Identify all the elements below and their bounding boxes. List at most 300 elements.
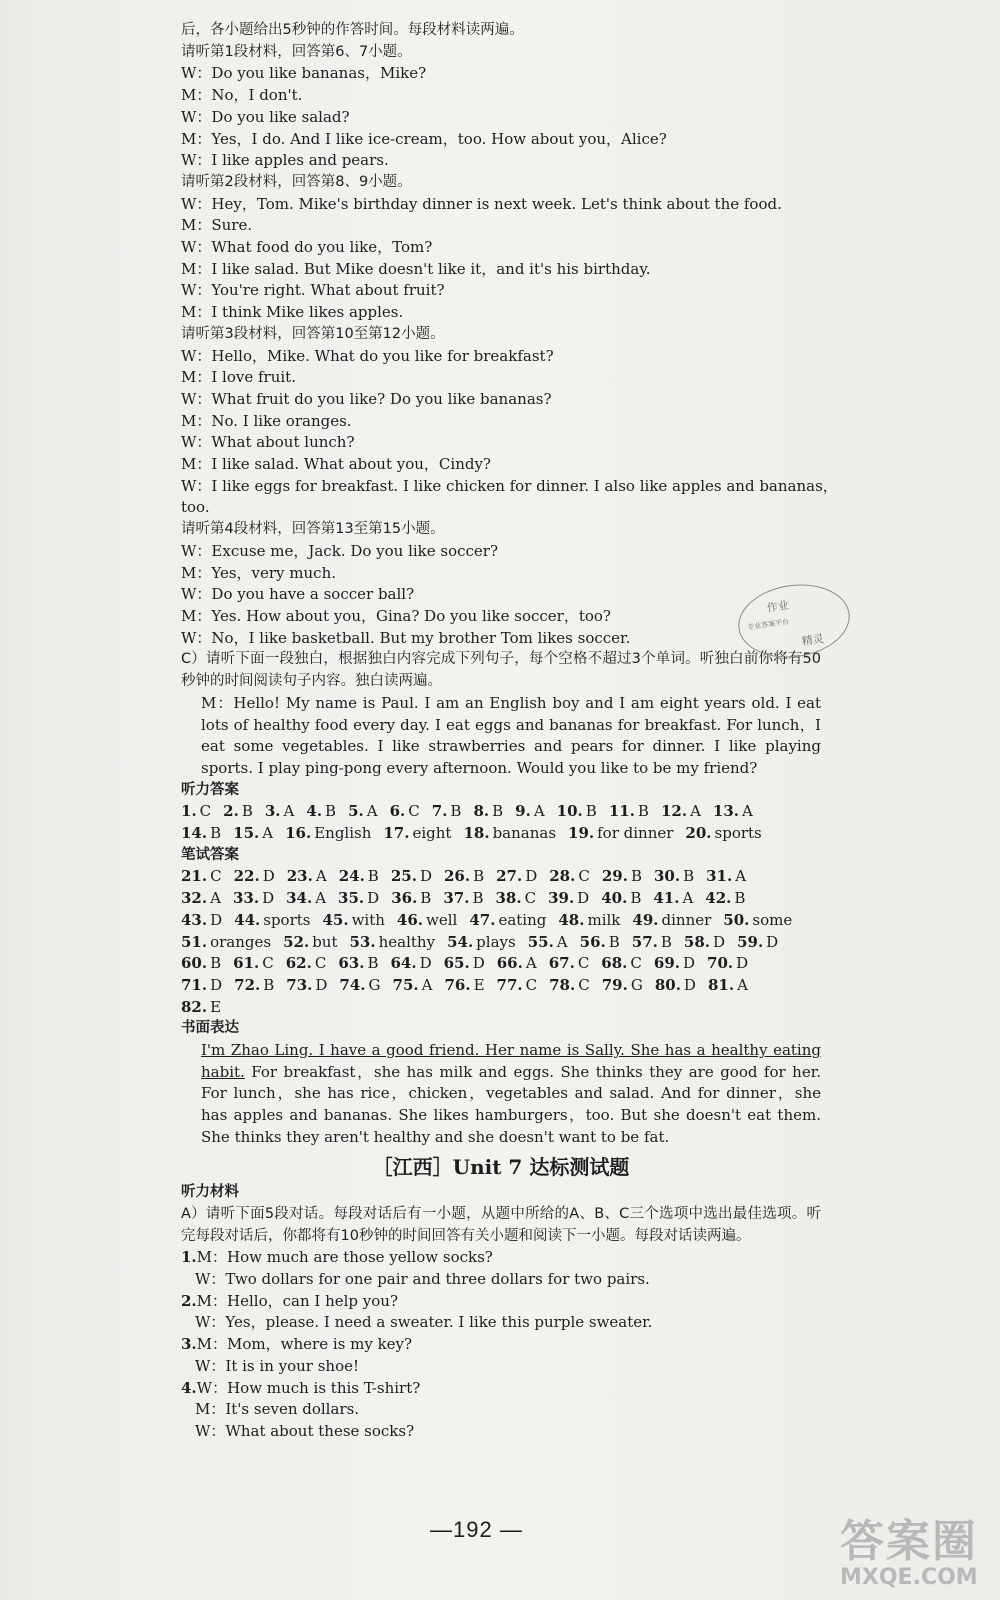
- answer-number: 6: [389, 802, 401, 821]
- answer-item: 14. B: [181, 823, 221, 845]
- answer-value: D: [210, 910, 223, 929]
- answer-value: with: [351, 910, 385, 929]
- answer-number: 14: [181, 824, 202, 843]
- dialogue-line: W：I like apples and pears.: [181, 151, 389, 170]
- answer-item: 59. D: [737, 932, 778, 954]
- answer-item: 36. B: [391, 888, 431, 910]
- answer-value: B: [608, 932, 620, 951]
- answer-item: 57. B: [632, 932, 672, 954]
- answer-value: B: [683, 867, 695, 886]
- answer-item: 43. D: [181, 910, 222, 932]
- answer-value: A: [315, 867, 327, 886]
- stamp-text-3: 精灵: [801, 632, 825, 649]
- answer-value: D: [683, 954, 696, 973]
- dialogue-number: 4.: [181, 1378, 197, 1397]
- answer-item: 56. B: [580, 932, 620, 954]
- answer-value: A: [742, 802, 753, 821]
- answer-number: 37: [443, 889, 465, 908]
- dialogue-first-line: [181, 1291, 821, 1313]
- section-c-instructions: C）请听下面一段独白，根据独白内容完成下列句子，每个空格不超过3个单词。听独白前你将有50秒钟的时间阅读句子内容。独白读两遍。: [181, 651, 821, 690]
- dialogue-number: 1.: [181, 1248, 197, 1267]
- answer-number: 76: [444, 975, 466, 994]
- answer-item: 8. B: [473, 801, 503, 823]
- answer-item: 26. B: [444, 866, 484, 888]
- answer-row: [181, 866, 821, 888]
- answer-number: 61: [233, 954, 255, 973]
- answer-item: 50. some: [723, 910, 792, 932]
- answer-value: healthy: [378, 932, 436, 951]
- dialogue-line: W：It is in your shoe!: [195, 1356, 360, 1375]
- answer-number: 23: [286, 867, 308, 886]
- answer-item: 34. A: [286, 888, 326, 910]
- answer-number: 73: [286, 975, 308, 994]
- answer-number: 16: [285, 824, 306, 843]
- answer-number: 47: [469, 910, 491, 929]
- answer-item: 25. D: [391, 866, 432, 888]
- answer-value: sports: [714, 824, 762, 843]
- answer-item: 63. B: [338, 953, 378, 975]
- answer-value: D: [210, 975, 223, 994]
- answer-number: 62: [285, 954, 307, 973]
- dialogue-line: too.: [181, 498, 210, 517]
- section-a-instructions: A）请听下面5段对话。每段对话后有一小题，从题中所给的A、B、C三个选项中选出最佳选项。听完每段对话后，你都将有10秒钟的时间回答有关小题和阅读下一小题。每段对话读两遍。: [181, 1205, 821, 1244]
- answer-number: 49: [632, 910, 654, 929]
- watermark-logo: [840, 1505, 995, 1595]
- answer-number: 55: [527, 932, 549, 951]
- answer-item: 62. C: [286, 953, 327, 975]
- answer-number: 69: [653, 954, 675, 973]
- answer-value: oranges: [210, 932, 272, 951]
- answer-value: C: [210, 867, 222, 886]
- answer-value: G: [368, 975, 381, 994]
- answer-value: A: [556, 932, 568, 951]
- answer-number: 56: [579, 932, 601, 951]
- writing-heading: 书面表达: [181, 1020, 239, 1037]
- sample-essay: [181, 1040, 821, 1149]
- answer-value: dinner: [661, 910, 712, 929]
- dialogue-line: W：Excuse me，Jack. Do you like soccer?: [181, 541, 499, 560]
- listening-answers-block: [181, 801, 821, 844]
- dialogue-line: M：I think Mike likes apples.: [181, 303, 404, 322]
- answer-item: 2. B: [223, 801, 253, 823]
- dialogue-line: M：Yes，I do. And I like ice-cream，too. How about you，Alice?: [181, 129, 667, 148]
- answer-number: 22: [233, 867, 255, 886]
- answer-number: 28: [549, 867, 571, 886]
- answer-value: B: [367, 867, 379, 886]
- answer-item: 46. well: [397, 910, 457, 932]
- answer-value: D: [766, 932, 779, 951]
- instruction-line: 请听第4段材料，回答第13至第15小题。: [181, 521, 445, 538]
- dialogue-line: M：How much are those yellow socks?: [196, 1248, 493, 1267]
- answer-value: C: [577, 954, 590, 973]
- answer-item: 74. G: [339, 975, 380, 997]
- answer-value: A: [682, 889, 694, 908]
- answer-number: 27: [496, 867, 517, 886]
- answer-item: 21. C: [181, 866, 222, 888]
- dialogue-number: 3.: [181, 1335, 197, 1354]
- written-answers-block: [181, 866, 821, 1018]
- answer-row: [181, 910, 821, 932]
- answer-item: 49. dinner: [632, 910, 711, 932]
- answer-item: 81. A: [708, 975, 748, 997]
- answer-item: 31. A: [706, 866, 746, 888]
- answer-number: 71: [181, 975, 202, 994]
- answer-value: B: [367, 954, 379, 973]
- answer-value: A: [210, 889, 221, 908]
- answer-item: 41. A: [653, 888, 693, 910]
- answer-value: B: [420, 889, 432, 908]
- answer-number: 35: [338, 889, 359, 908]
- dialogue-line: W：Do you like salad?: [181, 107, 350, 126]
- answer-item: 11. B: [609, 801, 649, 823]
- unit-test-title: ［江西］Unit 7 达标测试题: [372, 1154, 630, 1179]
- answer-number: 80: [654, 975, 676, 994]
- dialogue-line: M：Yes. How about you，Gina? Do you like soccer，too?: [181, 606, 611, 625]
- answer-value: D: [713, 932, 726, 951]
- answer-value: C: [262, 954, 274, 973]
- answer-number: 78: [549, 975, 570, 994]
- answer-item: 64. D: [390, 953, 431, 975]
- answer-value: B: [630, 889, 642, 908]
- answer-number: 52: [283, 932, 304, 951]
- answer-item: 10. B: [557, 801, 597, 823]
- answer-value: A: [735, 867, 747, 886]
- answer-row: [181, 975, 821, 997]
- answer-item: 78. C: [549, 975, 590, 997]
- answer-item: 20. sports: [685, 823, 761, 845]
- answer-item: 28. C: [549, 866, 590, 888]
- answer-number: 57: [631, 932, 653, 951]
- answer-number: 3: [264, 802, 276, 821]
- answer-item: 12. A: [661, 801, 701, 823]
- answer-number: 60: [181, 954, 202, 973]
- answer-value: D: [577, 889, 590, 908]
- answer-value: but: [312, 932, 338, 951]
- answer-number: 32: [181, 889, 202, 908]
- dialogue-line: M：Yes，very much.: [181, 563, 337, 582]
- answer-number: 34: [286, 889, 307, 908]
- answer-number: 24: [338, 867, 360, 886]
- answer-number: 45: [322, 910, 344, 929]
- answer-item: 15. A: [233, 823, 273, 845]
- answer-value: A: [366, 802, 378, 821]
- dialogue-line: W：Hello，Mike. What do you like for breakfast?: [181, 346, 554, 365]
- answer-number: 75: [392, 975, 414, 994]
- answer-value: A: [283, 802, 295, 821]
- answer-item: 72. B: [234, 975, 274, 997]
- answer-number: 4: [306, 802, 317, 821]
- answer-number: 38: [495, 889, 517, 908]
- answer-number: 54: [447, 932, 468, 951]
- answer-item: 17. eight: [383, 823, 451, 845]
- answer-item: 40. B: [601, 888, 641, 910]
- answer-item: 68. C: [601, 953, 642, 975]
- answer-number: 66: [496, 954, 518, 973]
- answer-number: 1: [181, 802, 192, 821]
- answer-value: C: [524, 889, 537, 908]
- answer-value: G: [630, 975, 643, 994]
- answer-item: 29. B: [602, 866, 642, 888]
- answer-value: B: [734, 889, 746, 908]
- answer-number: 44: [234, 910, 256, 929]
- dialogue-line: M：Sure.: [181, 216, 253, 235]
- answer-value: C: [199, 802, 212, 821]
- answer-item: 39. D: [548, 888, 589, 910]
- answer-number: 59: [737, 932, 758, 951]
- answer-item: 54. plays: [447, 932, 516, 954]
- answer-number: 29: [601, 867, 623, 886]
- answer-value: D: [472, 954, 485, 973]
- answer-item: 53. healthy: [350, 932, 436, 954]
- instruction-line: 后，各小题给出5秒钟的作答时间。每段材料读两遍。: [181, 22, 524, 38]
- answer-value: D: [367, 889, 380, 908]
- essay-rest: For breakfast，she has milk and eggs. She thinks they are good for her. For lunch，she has rice，chicken，vegetables and salad. And for dinner，she has apples and bananas. She likes hamburgers，too. But she doesn't eat them. She thinks they aren't healthy and she doesn't want to be fat.: [201, 1062, 821, 1146]
- answer-item: 67. C: [549, 953, 590, 975]
- answer-number: 21: [181, 867, 202, 886]
- answer-item: 71. D: [181, 975, 222, 997]
- answer-value: D: [262, 889, 275, 908]
- answer-row: [181, 997, 821, 1019]
- answer-value: bananas: [492, 824, 557, 843]
- answer-value: D: [419, 867, 432, 886]
- dialogue-line: W：Hey，Tom. Mike's birthday dinner is next week. Let's think about the food.: [181, 194, 782, 213]
- answer-number: 42: [705, 889, 727, 908]
- dialogue-first-line: [181, 1334, 821, 1356]
- answer-number: 79: [601, 975, 623, 994]
- answer-number: 46: [396, 910, 418, 929]
- answer-number: 72: [234, 975, 256, 994]
- answer-value: eight: [412, 824, 452, 843]
- answer-value: C: [630, 954, 642, 973]
- instruction-line: 请听第2段材料，回答第8、9小题。: [181, 173, 412, 190]
- dialogue-line: M：I love fruit.: [181, 368, 296, 387]
- listening-script-part-b: [181, 20, 838, 649]
- answer-item: 13. A: [713, 801, 753, 823]
- answer-row: [181, 953, 821, 975]
- answer-item: 79. G: [602, 975, 643, 997]
- answer-value: B: [450, 802, 462, 821]
- answer-number: 68: [601, 954, 623, 973]
- answer-number: 74: [339, 975, 361, 994]
- answer-value: E: [473, 975, 485, 994]
- answer-item: 42. B: [705, 888, 745, 910]
- answer-item: 51. oranges: [181, 932, 271, 954]
- dialogue-line: W：I like eggs for breakfast. I like chicken for dinner. I also like apples and bananas，: [181, 476, 838, 495]
- answer-number: 11: [608, 802, 630, 821]
- dialogue-line: M：It's seven dollars.: [195, 1400, 360, 1419]
- answer-number: 5: [348, 802, 359, 821]
- essay-underlined-part: I'm Zhao Ling. I have a good friend. Her name is Sally. She has a healthy eating habit.: [201, 1041, 821, 1081]
- answer-item: 23. A: [287, 866, 327, 888]
- dialogue-line: W：Two dollars for one pair and three dollars for two pairs.: [195, 1270, 650, 1289]
- dialogue-line: W：How much is this T-shirt?: [196, 1378, 421, 1397]
- answer-value: A: [690, 802, 701, 821]
- answer-value: sports: [263, 910, 311, 929]
- answer-item: 45. with: [322, 910, 384, 932]
- dialogue-line: W：No，I like basketball. But my brother Tom likes soccer.: [181, 628, 631, 647]
- answer-value: B: [630, 867, 642, 886]
- answer-value: E: [210, 997, 222, 1016]
- answer-value: milk: [587, 910, 621, 929]
- answer-item: 4. B: [306, 801, 336, 823]
- answer-number: 77: [496, 975, 518, 994]
- dialogue-line: W：What about these socks?: [195, 1422, 415, 1440]
- dialogue-line: M：Mom，where is my key?: [196, 1335, 413, 1354]
- answer-item: 48. milk: [558, 910, 620, 932]
- answer-number: 50: [723, 910, 745, 929]
- answer-value: B: [637, 802, 649, 821]
- answer-item: 35. D: [338, 888, 379, 910]
- instruction-line: 请听第1段材料，回答第6、7小题。: [181, 43, 412, 60]
- answer-row: [181, 801, 821, 823]
- answer-item: 22. D: [234, 866, 275, 888]
- answer-item: 44. sports: [234, 910, 310, 932]
- stamp-text-2: 专业答案平台: [746, 617, 790, 632]
- answer-item: 5. A: [348, 801, 378, 823]
- answer-number: 39: [548, 889, 569, 908]
- answer-value: A: [737, 975, 748, 994]
- answer-number: 41: [653, 889, 675, 908]
- answer-number: 30: [653, 867, 675, 886]
- answer-value: A: [421, 975, 433, 994]
- answer-row: [181, 823, 821, 845]
- answer-item: 60. B: [181, 953, 221, 975]
- answer-value: B: [473, 867, 485, 886]
- answer-value: C: [525, 975, 538, 994]
- answer-number: 18: [463, 824, 485, 843]
- answer-value: eating: [498, 910, 547, 929]
- answer-value: D: [419, 954, 432, 973]
- answer-number: 63: [338, 954, 360, 973]
- answer-item: 77. C: [497, 975, 538, 997]
- answer-number: 15: [233, 824, 255, 843]
- answer-item: 55. A: [528, 932, 568, 954]
- answer-item: 3. A: [265, 801, 295, 823]
- answer-item: 6. C: [390, 801, 420, 823]
- answer-number: 70: [707, 954, 728, 973]
- answer-value: D: [262, 867, 275, 886]
- answer-item: 7. B: [432, 801, 462, 823]
- answer-item: 47. eating: [469, 910, 546, 932]
- answer-value: for dinner: [597, 824, 674, 843]
- answer-number: 36: [391, 889, 413, 908]
- answer-value: C: [408, 802, 420, 821]
- dialogue-line: W：What fruit do you like? Do you like bananas?: [181, 389, 552, 408]
- answer-item: 33. D: [233, 888, 274, 910]
- answer-value: D: [315, 975, 328, 994]
- dialogue-line: W：Do you have a soccer ball?: [181, 585, 415, 604]
- dialogue-line: W：You're right. What about fruit?: [181, 281, 445, 300]
- answer-number: 43: [181, 910, 202, 929]
- dialogue-line: M：Hello，can I help you?: [196, 1291, 398, 1310]
- watermark-text-1: 答案圈: [840, 1516, 978, 1567]
- dialogue-line: M：No. I like oranges.: [181, 411, 352, 430]
- answer-number: 81: [707, 975, 729, 994]
- listening-material-heading: 听力材料: [181, 1184, 239, 1201]
- answer-item: 73. D: [286, 975, 327, 997]
- answer-number: 48: [558, 910, 580, 929]
- answer-row: [181, 932, 821, 954]
- answer-item: 58. D: [684, 932, 725, 954]
- answer-number: 17: [383, 824, 405, 843]
- answer-number: 82: [181, 997, 202, 1016]
- answer-number: 58: [683, 932, 705, 951]
- monologue-text: M：Hello! My name is Paul. I am an English boy and I am eight years old. I eat lots of healthy food every day. I eat eggs and bananas for breakfast. For lunch，I eat some vegetables. I like strawberries and pears for dinner. I like playing sports. I play ping-pong every afternoon. Would you like to be my friend?: [201, 693, 821, 777]
- answer-value: B: [660, 932, 672, 951]
- answer-item: 32. A: [181, 888, 221, 910]
- answer-number: 26: [443, 867, 465, 886]
- answer-number: 53: [349, 932, 371, 951]
- answer-value: B: [492, 802, 504, 821]
- answer-item: 80. D: [655, 975, 696, 997]
- listening-answers-heading: 听力答案: [181, 781, 239, 798]
- dialogue-line: M：I like salad. What about you，Cindy?: [181, 455, 491, 474]
- written-answers-heading: 笔试答案: [181, 846, 239, 863]
- answer-value: D: [683, 975, 696, 994]
- answer-item: 37. B: [443, 888, 483, 910]
- dialogue-line: W：Do you like bananas，Mike?: [181, 64, 427, 83]
- answer-item: 38. C: [495, 888, 536, 910]
- answer-value: D: [736, 954, 749, 973]
- watermark-text-2: MXQE.COM: [840, 1565, 978, 1590]
- dialogue-line: W：What food do you like，Tom?: [181, 238, 433, 257]
- answer-item: 69. D: [654, 953, 695, 975]
- answer-number: 12: [660, 802, 682, 821]
- answer-value: C: [314, 954, 327, 973]
- answer-item: 16. English: [285, 823, 371, 845]
- answer-number: 67: [548, 954, 570, 973]
- answer-value: B: [585, 802, 597, 821]
- answer-item: 24. B: [339, 866, 379, 888]
- answer-value: some: [752, 910, 793, 929]
- dialogue-line: W：What about lunch?: [181, 433, 355, 452]
- answer-value: B: [325, 802, 337, 821]
- answer-value: well: [426, 910, 458, 929]
- answer-row: [181, 888, 821, 910]
- answer-item: 65. D: [444, 953, 485, 975]
- answer-value: A: [525, 954, 537, 973]
- answer-value: D: [525, 867, 538, 886]
- answer-number: 20: [685, 824, 707, 843]
- answer-item: 70. D: [707, 953, 748, 975]
- answer-number: 65: [443, 954, 465, 973]
- answer-value: B: [263, 975, 275, 994]
- answer-value: B: [241, 802, 253, 821]
- answer-number: 8: [473, 802, 484, 821]
- dialogue-line: M：No，I don't.: [181, 86, 303, 105]
- dialogues-block: [181, 1247, 821, 1442]
- answer-number: 51: [181, 932, 202, 951]
- page-number: —192 —: [430, 1517, 523, 1542]
- answer-value: A: [315, 889, 327, 908]
- answer-number: 7: [431, 802, 443, 821]
- answer-value: B: [472, 889, 484, 908]
- answer-item: 19. for dinner: [568, 823, 673, 845]
- answer-number: 2: [223, 802, 234, 821]
- dialogue-first-line: [181, 1378, 821, 1400]
- answer-value: C: [578, 975, 590, 994]
- answer-number: 64: [390, 954, 412, 973]
- dialogue-first-line: [181, 1247, 821, 1269]
- answer-number: 40: [601, 889, 623, 908]
- instruction-line: 请听第3段材料，回答第10至第12小题。: [181, 325, 445, 342]
- answer-item: 30. B: [654, 866, 694, 888]
- answer-number: 10: [556, 802, 578, 821]
- answer-number: 33: [232, 889, 254, 908]
- answer-item: 18. bananas: [463, 823, 556, 845]
- answer-item: 66. A: [497, 953, 537, 975]
- answer-number: 13: [712, 802, 734, 821]
